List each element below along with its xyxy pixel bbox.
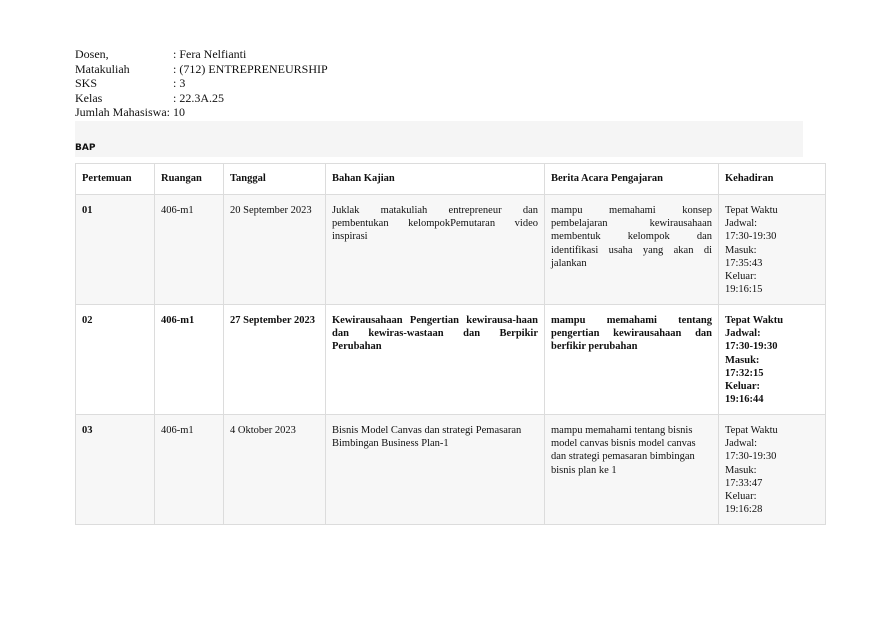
info-value: : 22.3A.25 — [173, 90, 224, 105]
table-row — [76, 415, 826, 525]
section-title: BAP — [75, 143, 96, 153]
info-label: Kelas — [75, 90, 103, 105]
info-row-sks — [75, 76, 328, 91]
cell-ruangan: 406-m1 — [155, 415, 224, 525]
info-row-jumlah — [75, 105, 328, 120]
schedule-time: 17:30-19:30 — [725, 341, 778, 353]
cell-berita-acara: mampu memahami konsep pembelajaran kewirausahaan membentuk kelompok dan identifikasi usaha yang akan di jalankan — [545, 195, 719, 305]
section-header-band — [75, 121, 803, 157]
info-label: Dosen, — [75, 47, 109, 61]
check-in-time: 17:33:47 — [725, 477, 763, 489]
cell-bahan-kajian: Bisnis Model Canvas dan strategi Pemasaran Bimbingan Business Plan-1 — [326, 415, 545, 525]
column-header-berita-acara: Berita Acara Pengajaran — [545, 164, 719, 195]
check-out-label: Keluar: — [725, 381, 760, 393]
table-row — [76, 305, 826, 415]
info-value: : 10 — [166, 105, 185, 120]
attendance-status: Tepat Waktu — [725, 425, 778, 436]
check-in-time: 17:32:15 — [725, 367, 764, 379]
check-in-label: Masuk: — [725, 464, 757, 476]
cell-kehadiran — [719, 305, 826, 415]
cell-pertemuan: 02 — [76, 305, 155, 415]
check-in-time: 17:35:43 — [725, 257, 763, 269]
column-header-tanggal: Tanggal — [224, 164, 326, 195]
info-value: : (712) ENTREPRENEURSHIP — [173, 61, 328, 76]
cell-bahan-kajian: Kewirausahaan Pengertian kewirausa-haan dan kewiras-wastaan dan Berpikir Perubahan — [326, 305, 545, 415]
column-header-kehadiran: Kehadiran — [719, 164, 826, 195]
cell-tanggal: 20 September 2023 — [224, 195, 326, 305]
info-label: Jumlah Mahasiswa — [75, 105, 167, 120]
cell-berita-acara: mampu memahami tentang pengertian kewirausahaan dan berfikir perubahan — [545, 305, 719, 415]
info-row-dosen — [75, 47, 328, 62]
cell-tanggal: 4 Oktober 2023 — [224, 415, 326, 525]
schedule-label: Jadwal: — [725, 328, 761, 340]
info-value: : Fera Nelfianti — [173, 47, 247, 61]
column-header-pertemuan: Pertemuan — [76, 164, 155, 195]
cell-ruangan: 406-m1 — [155, 305, 224, 415]
schedule-label: Jadwal: — [725, 438, 758, 450]
cell-berita-acara: mampu memahami tentang bisnis model canvas bisnis model canvas dan strategi pemasaran bimbingan bisnis plan ke 1 — [545, 415, 719, 525]
check-in-label: Masuk: — [725, 244, 757, 256]
table-row — [76, 195, 826, 305]
check-out-time: 19:16:44 — [725, 394, 764, 406]
check-in-label: Masuk: — [725, 354, 760, 366]
check-out-label: Keluar: — [725, 491, 757, 503]
schedule-time: 17:30-19:30 — [725, 451, 777, 463]
info-row-matakuliah — [75, 62, 328, 77]
check-out-time: 19:16:15 — [725, 284, 763, 296]
cell-kehadiran — [719, 415, 826, 525]
cell-pertemuan: 03 — [76, 415, 155, 525]
schedule-label: Jadwal: — [725, 218, 758, 230]
info-label: SKS — [75, 76, 98, 91]
column-header-bahan-kajian: Bahan Kajian — [326, 164, 545, 195]
attendance-status: Tepat Waktu — [725, 205, 778, 216]
cell-kehadiran — [719, 195, 826, 305]
attendance-status: Tepat Waktu — [725, 315, 784, 326]
schedule-time: 17:30-19:30 — [725, 231, 777, 243]
info-row-kelas — [75, 91, 328, 106]
cell-tanggal: 27 September 2023 — [224, 305, 326, 415]
info-label: Matakuliah — [75, 61, 130, 76]
bap-table — [75, 163, 826, 525]
check-out-time: 19:16:28 — [725, 504, 763, 516]
table-header-row — [76, 164, 826, 195]
check-out-label: Keluar: — [725, 271, 757, 283]
cell-ruangan: 406-m1 — [155, 195, 224, 305]
info-value: : 3 — [173, 76, 186, 91]
cell-pertemuan: 01 — [76, 195, 155, 305]
cell-bahan-kajian: Juklak matakuliah entrepreneur dan pembentukan kelompokPemutaran video inspirasi — [326, 195, 545, 305]
course-info — [75, 47, 328, 120]
column-header-ruangan: Ruangan — [155, 164, 224, 195]
